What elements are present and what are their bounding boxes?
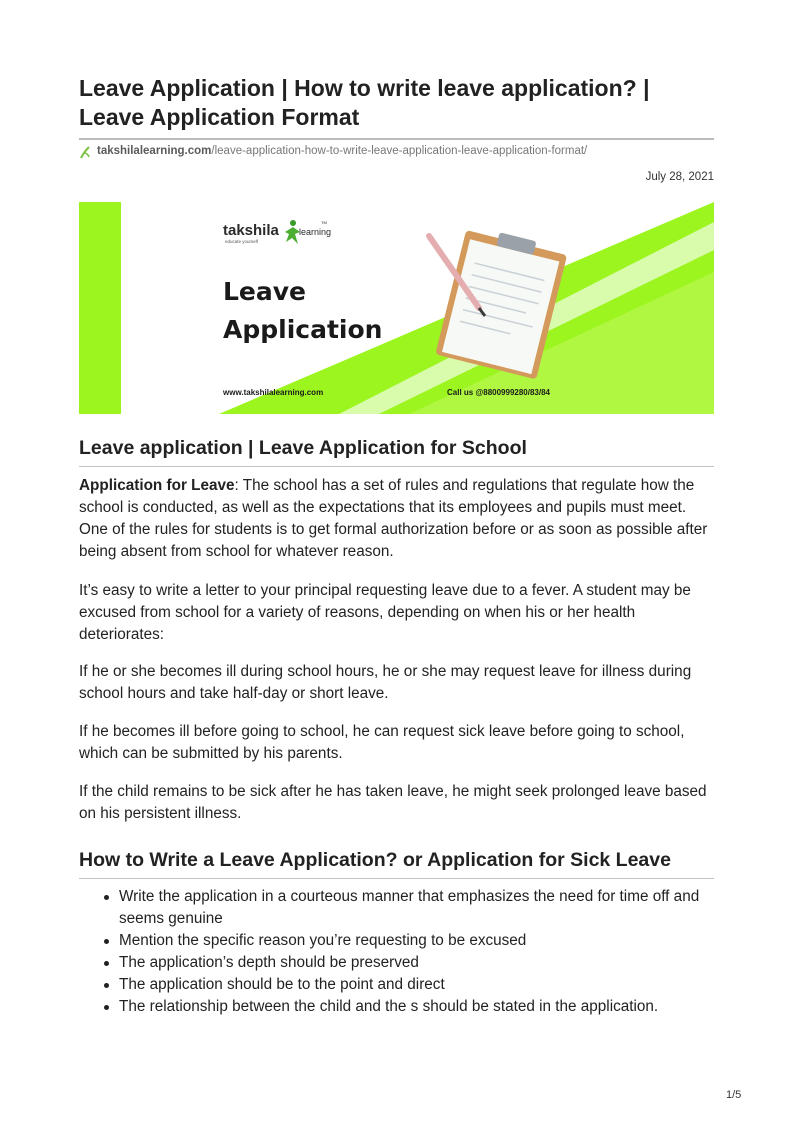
paragraph-1-bold: Application for Leave (79, 477, 235, 494)
publish-date: July 28, 2021 (645, 171, 714, 183)
paragraph-5: If the child remains to be sick after he has taken leave, he might seek prolonged leave based on his persistent illness. (79, 783, 707, 822)
page-title: Leave Application | How to write leave application? | Leave Application Format (79, 75, 650, 130)
logo-brand-name: takshila (223, 222, 279, 239)
logo-tm: TM (321, 220, 327, 225)
list-item: Mention the specific reason you’re requesting to be excused (79, 930, 715, 952)
paragraph-3: If he or she becomes ill during school hours, he or she may request leave for illness during school hours and take half-day or short leave. (79, 663, 692, 702)
banner-image (79, 202, 714, 414)
section1-divider (79, 466, 714, 467)
leaf-icon (79, 146, 91, 159)
section1-heading: Leave application | Leave Application for School (79, 437, 527, 459)
logo-tagline: educate yourself (225, 239, 259, 244)
paragraph-1-text: : The school has a set of rules and regulations that regulate how the school is conducted, as well as the expectations that its employees and pupils must meet. One of the rules for students is to get formal authorization before or as soon as possible after being absent from school for whatever reason. (79, 477, 708, 560)
banner-heading-line2: Application (223, 315, 383, 344)
source-domain[interactable]: takshilalearning.com (97, 145, 212, 157)
source-path[interactable]: /leave-application-how-to-write-leave-application-leave-application-format/ (211, 145, 588, 157)
banner-left-stripe (79, 202, 121, 414)
paragraph-2: It’s easy to write a letter to your principal requesting leave due to a fever. A student may be excused from school for a variety of reasons, depending on when his or her health deteriorates: (79, 582, 691, 643)
list-item: The application should be to the point and direct (79, 974, 715, 996)
paragraph-1 (79, 475, 715, 563)
list-item: Write the application in a courteous manner that emphasizes the need for time off and seems genuine (79, 886, 715, 930)
logo-learning: learning (299, 227, 332, 237)
section2-heading: How to Write a Leave Application? or Application for Sick Leave (79, 849, 671, 871)
banner-heading-line1: Leave (223, 277, 307, 306)
list-item: The application’s depth should be preserved (79, 952, 715, 974)
page-number: 1/5 (726, 1089, 742, 1101)
title-divider (79, 138, 714, 140)
tips-list (79, 886, 715, 1018)
banner-website: www.takshilalearning.com (223, 388, 324, 397)
banner-phone: Call us @8800999280/83/84 (447, 388, 550, 397)
source-url[interactable] (79, 145, 719, 161)
section2-divider (79, 878, 714, 879)
list-item: The relationship between the child and the s should be stated in the application. (79, 996, 715, 1018)
takshila-logo (223, 220, 331, 244)
paragraph-4: If he becomes ill before going to school, he can request sick leave before going to school, which can be submitted by his parents. (79, 723, 685, 762)
